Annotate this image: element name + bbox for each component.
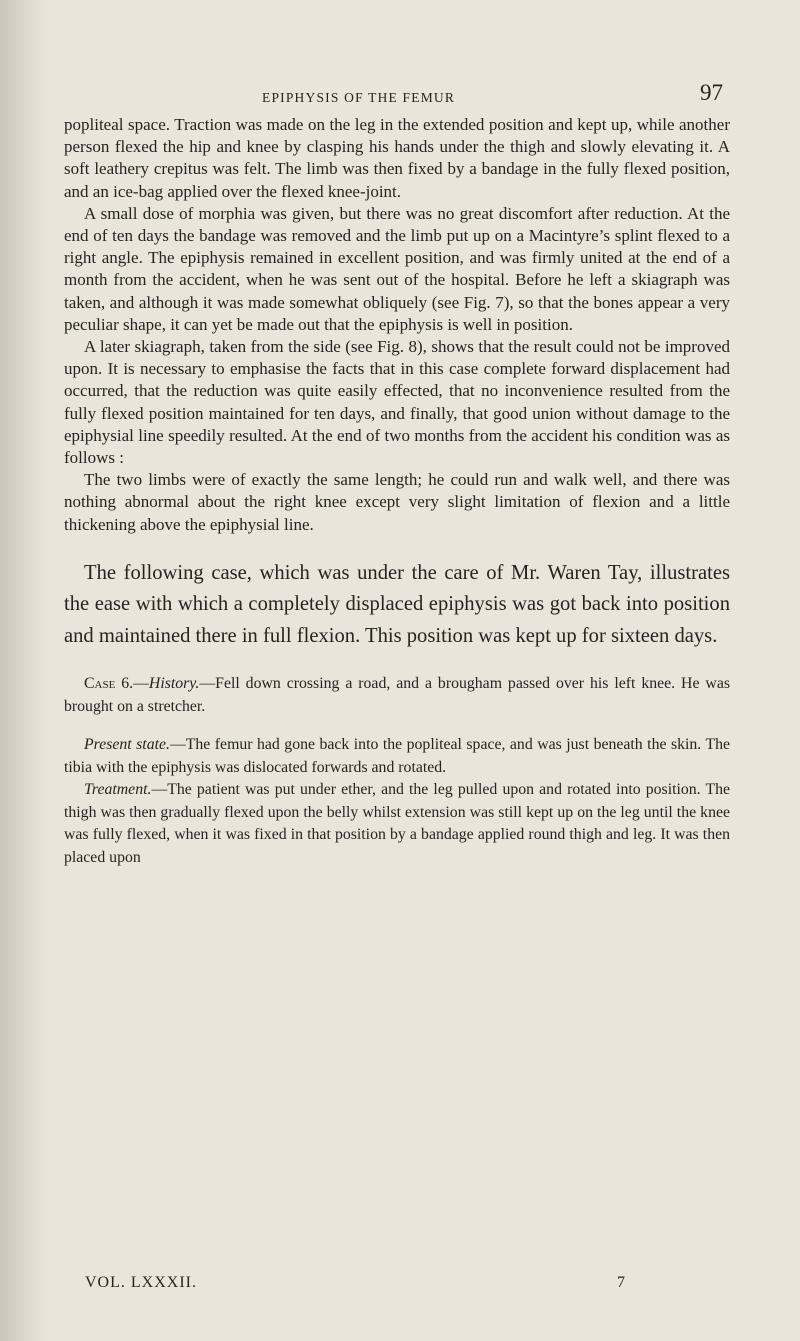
present-state-text: The femur had gone back into the popliteal space, and was just beneath the skin. The tibia with the epiphysis was dislocated forwards and rotated. xyxy=(64,735,731,776)
history-text: Fell down crossing a road, and a brougham passed over his left knee. He was brought on a stretcher. xyxy=(64,674,730,715)
history-label: History. xyxy=(148,674,200,692)
case-history: Case 6.—History.—Fell down crossing a road, and a brougham passed over his left knee. He was brought on a stretcher. xyxy=(64,674,730,715)
body-text xyxy=(64,114,730,870)
running-title: EPIPHYSIS OF THE FEMUR xyxy=(262,90,456,105)
signature-mark: 7 xyxy=(617,1274,625,1291)
paragraph-1: popliteal space. Traction was made on the leg in the extended position and kept up, while another person flexed the hip and knee by clasping his hands under the thigh and slowly elevating it. A soft leathery crepitus was felt. The limb was then fixed by a bandage in the fully flexed position, and an ice-bag applied over the flexed knee-joint. xyxy=(64,115,730,201)
present-state-label: Present state. xyxy=(84,735,170,753)
paragraph-2: A small dose of morphia was given, but there was no great discomfort after reduction. At the end of ten days the bandage was removed and the limb put up on a Macintyre’s splint flexed to a right angle. The epiphysis remained in excellent position, and was firmly united at the end of a month from the accident, when he was sent out of the hospital. Before he left a skiagraph was taken, and although it was made somewhat obliquely (see Fig. 7), so that the bones appear a very peculiar shape, it can yet be made out that the epiphysis is well in position. xyxy=(64,203,730,334)
running-header xyxy=(0,78,800,108)
case-introduction: The following case, which was under the care of Mr. Waren Tay, illustrates the ease with which a completely displaced epiphysis was got back into position and maintained there in full flexion. This position was kept up for sixteen days. xyxy=(64,561,730,647)
page-footer xyxy=(85,1274,725,1298)
paragraph-3: A later skiagraph, taken from the side (see Fig. 8), shows that the result could not be improved upon. It is necessary to emphasise the facts that in this case complete forward displacement had occurred, that the reduction was quite easily effected, that no inconvenience resulted from the fully flexed position maintained for ten days, and finally, that good union without damage to the epiphysial line speedily resulted. At the end of two months from the accident his condition was as follows : xyxy=(64,337,730,468)
present-state: Present state.—The femur had gone back into the popliteal space, and was just beneath the skin. The tibia with the epiphysis was dislocated forwards and rotated. xyxy=(64,735,731,776)
page-number: 97 xyxy=(700,80,723,105)
treatment-label: Treatment. xyxy=(84,781,152,799)
treatment: Treatment.—The patient was put under ether, and the leg pulled upon and rotated into position. The thigh was then gradually flexed upon the belly whilst extension was still kept up on the leg until the knee was fully flexed, when it was fixed in that position by a bandage applied round thigh and leg. It was then placed upon xyxy=(64,781,730,866)
paragraph-4: The two limbs were of exactly the same length; he could run and walk well, and there was nothing abnormal about the right knee except very slight limitation of flexion and a little thickening above the epiphysial line. xyxy=(64,470,730,534)
treatment-text: The patient was put under ether, and the leg pulled upon and rotated into position. The thigh was then gradually flexed upon the belly whilst extension was still kept up on the leg until the knee was fully flexed, when it was fixed in that position by a bandage applied round thigh and leg. It was then placed upon xyxy=(64,781,730,866)
case-label: Case 6. xyxy=(84,674,134,692)
page-binding-shadow xyxy=(0,0,48,1341)
volume-number: VOL. LXXXII. xyxy=(85,1274,197,1291)
